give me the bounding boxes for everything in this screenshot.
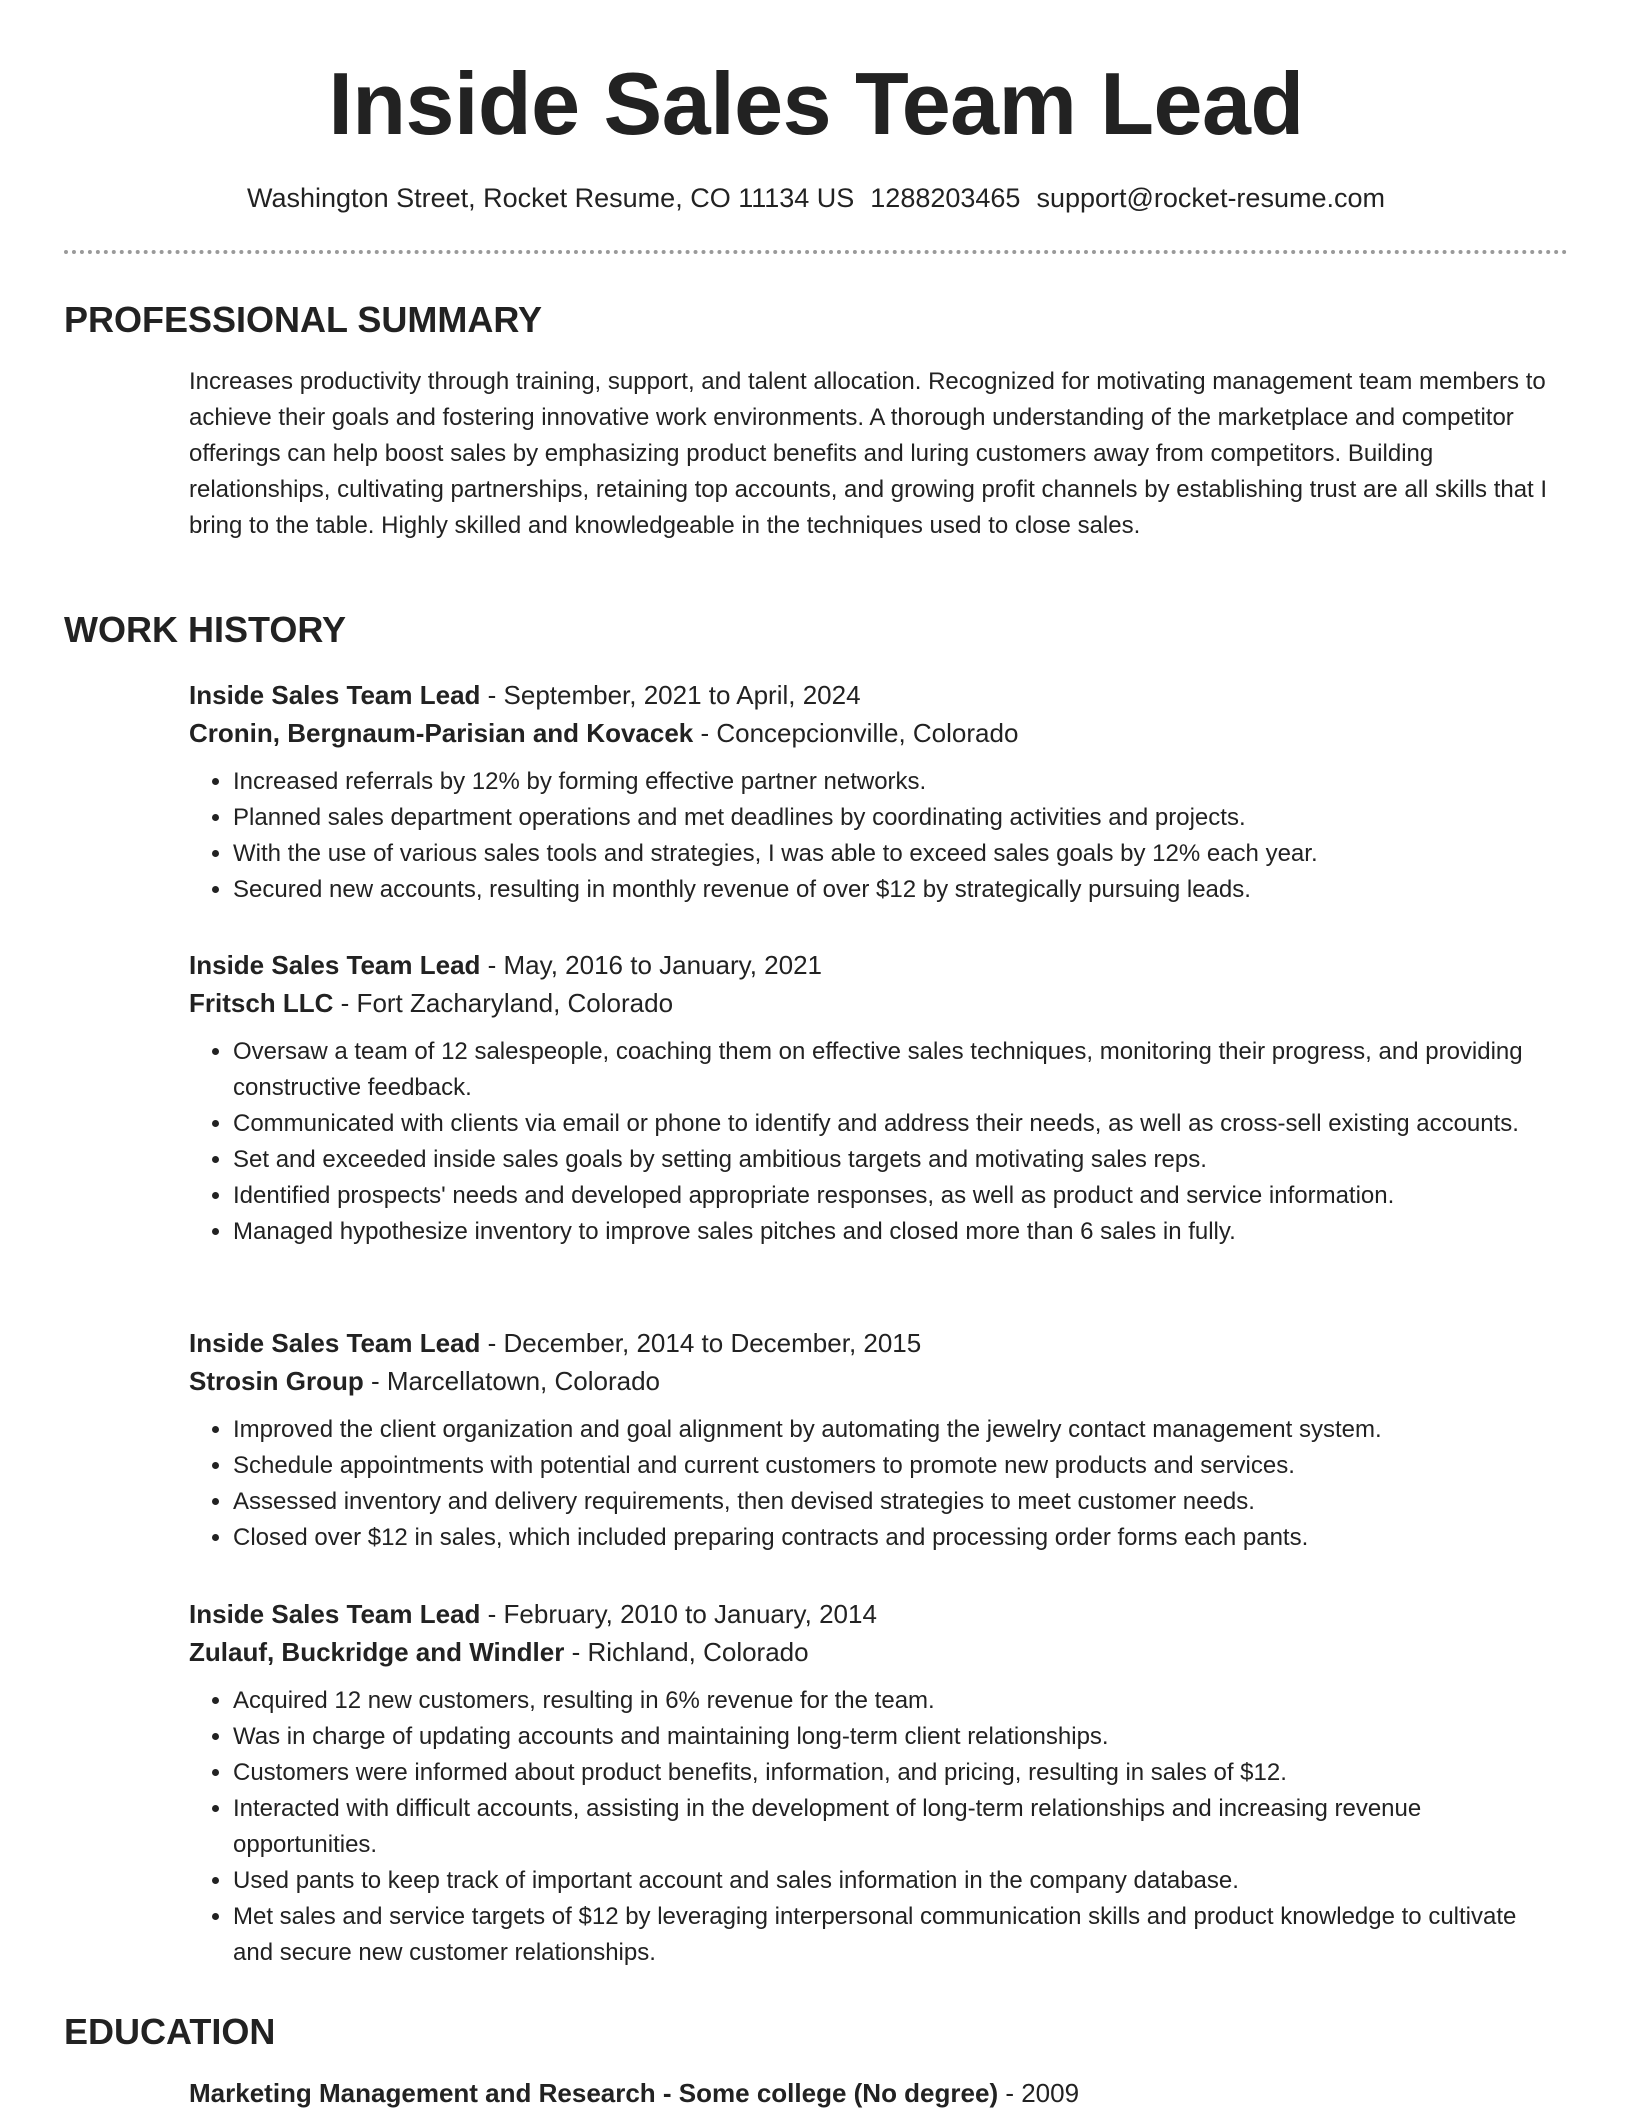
job-entry (189, 946, 1559, 1250)
job-bullets (189, 1034, 1559, 1250)
job-bullets (189, 1412, 1559, 1556)
job-bullet: • Set and exceeded inside sales goals by setting ambitious targets and motivating sales reps. (233, 1142, 1559, 1178)
job-bullet: • Acquired 12 new customers, resulting in 6% revenue for the team. (233, 1683, 1559, 1719)
education-year: - 2009 (998, 2078, 1080, 2108)
job-title-line (189, 1595, 1559, 1633)
job-location: - Marcellatown, Colorado (363, 1366, 661, 1396)
job-role: Inside Sales Team Lead (189, 1328, 481, 1358)
job-title-line (189, 1324, 1559, 1362)
job-dates: - December, 2014 to December, 2015 (480, 1328, 922, 1358)
job-entry (189, 1324, 1559, 1556)
job-bullet: • Identified prospects' needs and developed appropriate responses, as well as product and service information. (233, 1178, 1559, 1214)
job-bullet: • Increased referrals by 12% by forming effective partner networks. (233, 764, 1559, 800)
job-bullet: • Schedule appointments with potential and current customers to promote new products and services. (233, 1448, 1559, 1484)
job-company-line (189, 714, 1559, 752)
contact-line (0, 180, 1632, 216)
work-history-heading: WORK HISTORY (64, 609, 347, 650)
contact-email: support@rocket-resume.com (1036, 183, 1385, 213)
job-bullet: • Met sales and service targets of $12 by leveraging interpersonal communication skills and product knowledge to cultivate and secure new customer relationships. (233, 1899, 1559, 1971)
job-bullet: • With the use of various sales tools and strategies, I was able to exceed sales goals by 12% each year. (233, 836, 1559, 872)
job-bullet: • Secured new accounts, resulting in monthly revenue of over $12 by strategically pursuing leads. (233, 872, 1559, 908)
job-bullet: • Managed hypothesize inventory to improve sales pitches and closed more than 6 sales in fully. (233, 1214, 1559, 1250)
job-entry (189, 1595, 1559, 1971)
header-divider (64, 250, 1568, 254)
summary-text: Increases productivity through training, support, and talent allocation. Recognized for motivating management team members to achieve their goals and fostering innovative work environments. A thorough understanding of the marketplace and competitor offerings can help boost sales by emphasizing product benefits and luring customers away from competitors. Building relationships, cultivating partnerships, retaining top accounts, and growing profit channels by establishing trust are all skills that I bring to the table. Highly skilled and knowledgeable in the techniques used to close sales. (189, 368, 1548, 539)
summary-heading: PROFESSIONAL SUMMARY (64, 299, 543, 340)
job-role: Inside Sales Team Lead (189, 1599, 481, 1629)
job-role: Inside Sales Team Lead (189, 950, 481, 980)
education-degree: Marketing Management and Research - Some college (No degree) (189, 2078, 999, 2108)
job-bullet: • Assessed inventory and delivery requirements, then devised strategies to meet customer needs. (233, 1484, 1559, 1520)
job-title-line (189, 676, 1559, 714)
job-bullet: • Customers were informed about product benefits, information, and pricing, resulting in sales of $12. (233, 1755, 1559, 1791)
job-role: Inside Sales Team Lead (189, 680, 481, 710)
job-company: Fritsch LLC (189, 988, 334, 1018)
job-bullet: • Improved the client organization and goal alignment by automating the jewelry contact management system. (233, 1412, 1559, 1448)
job-company-line (189, 984, 1559, 1022)
contact-address: Washington Street, Rocket Resume, CO 11134 US (247, 183, 855, 213)
education-entry (189, 2074, 1079, 2112)
job-bullet: • Communicated with clients via email or phone to identify and address their needs, as well as cross-sell existing accounts. (233, 1106, 1559, 1142)
job-company-line (189, 1362, 1559, 1400)
job-bullets (189, 1683, 1559, 1971)
job-bullet: • Closed over $12 in sales, which included preparing contracts and processing order forms each pants. (233, 1520, 1559, 1556)
contact-phone: 1288203465 (870, 183, 1021, 213)
job-bullet: • Planned sales department operations and met deadlines by coordinating activities and projects. (233, 800, 1559, 836)
job-bullet: • Was in charge of updating accounts and maintaining long-term client relationships. (233, 1719, 1559, 1755)
job-title-line (189, 946, 1559, 984)
job-dates: - May, 2016 to January, 2021 (480, 950, 822, 980)
candidate-name: Inside Sales Team Lead (328, 54, 1304, 153)
job-bullets (189, 764, 1559, 908)
job-dates: - September, 2021 to April, 2024 (480, 680, 861, 710)
job-entry (189, 676, 1559, 908)
job-dates: - February, 2010 to January, 2014 (480, 1599, 877, 1629)
job-location: - Richland, Colorado (564, 1637, 809, 1667)
job-company-line (189, 1633, 1559, 1671)
job-location: - Concepcionville, Colorado (693, 718, 1019, 748)
job-company: Cronin, Bergnaum-Parisian and Kovacek (189, 718, 694, 748)
education-heading: EDUCATION (64, 2011, 276, 2052)
job-company: Zulauf, Buckridge and Windler (189, 1637, 565, 1667)
job-bullet: • Interacted with difficult accounts, assisting in the development of long-term relationships and increasing revenue opportunities. (233, 1791, 1559, 1863)
job-bullet: • Oversaw a team of 12 salespeople, coaching them on effective sales techniques, monitoring their progress, and providing constructive feedback. (233, 1034, 1559, 1106)
job-company: Strosin Group (189, 1366, 364, 1396)
job-bullet: • Used pants to keep track of important account and sales information in the company database. (233, 1863, 1559, 1899)
job-location: - Fort Zacharyland, Colorado (333, 988, 674, 1018)
